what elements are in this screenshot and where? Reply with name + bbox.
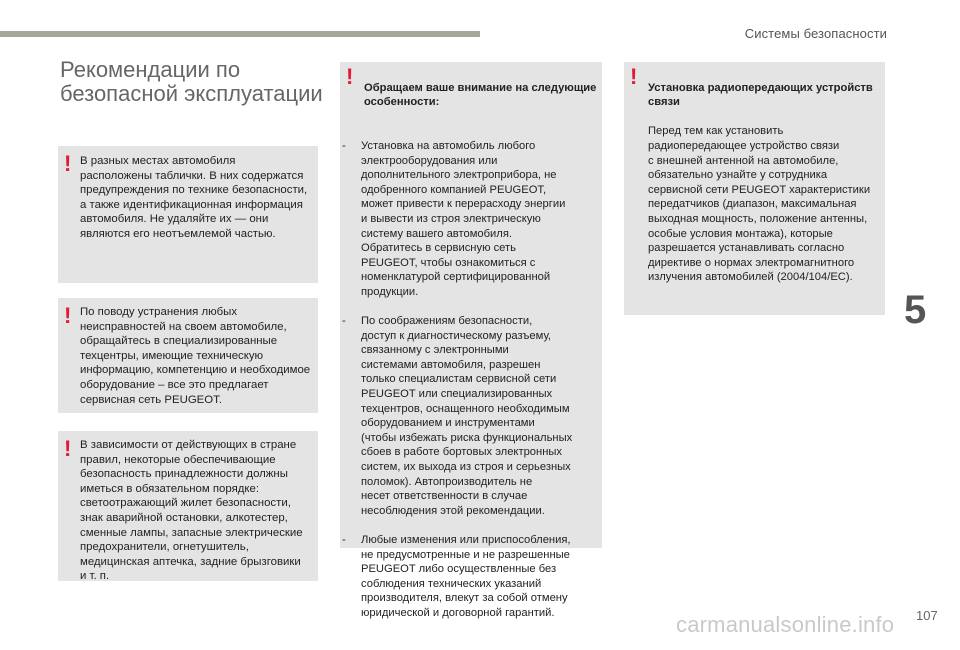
warning-exclamation-icon: ! <box>346 64 354 89</box>
radio-heading: Установка радиопередающих устройств связи <box>648 81 873 109</box>
warning-text-accessories: В зависимости от действующих в стране правил, некоторые обеспечивающие безопасность принадлежности должны иметься в обязательном порядке: светоотражающий жилет безопасности, знак аварийной остановки, алкотестер, сменные лампы, запасные электрические предохранители, огнетушитель, медицинская аптечка, задние брызговики и т. п. <box>80 439 303 583</box>
list-item: - Установка на автомобиль любого электрооборудования или дополнительного электроприбора, не одобренного компанией PEUGEOT, может привести к перерасходу энергии и вывести из строя электрическую систему вашего автомобиля. Обратитесь в сервисную сеть PEUGEOT, чтобы ознакомиться с номенклатурой сертифицированной продукции. <box>342 139 600 300</box>
warning-box-labels <box>58 146 318 283</box>
list-item: - По соображениям безопасности, доступ к диагностическому разъему, связанному с электронными системами автомобиля, разрешен только специалистам сервисной сети PEUGEOT или специализированных техцентров, оснащенного необходимым оборудованием и инструментами (чтобы избежать риска функциональных сбоев в работе бортовых электронных систем, их выхода из строя и серьезных поломок). Автопроизводитель не несет ответственности в случае несоблюдения этой рекомендации. <box>342 314 600 518</box>
warning-box-radio <box>624 62 885 315</box>
list-item: - Любые изменения или приспособления, не предусмотренные и не разрешенные PEUGEOT либо осуществленные без соблюдения технических указаний производителя, влекут за собой отмену юридической и договорной гарантий. <box>342 533 600 621</box>
warning-exclamation-icon: ! <box>630 64 638 89</box>
warning-box-repairs <box>58 298 318 413</box>
page-title: Рекомендации по безопасной эксплуатации <box>60 57 323 106</box>
chapter-number: 5 <box>904 288 927 332</box>
section-title: Системы безопасности <box>744 26 887 41</box>
warning-text-repairs: По поводу устранения любых неисправностей на своем автомобиле, обращайтесь в специализированные техцентры, имеющие техническую информацию, компетенцию и необходимое оборудование – все это предлагает сервисная сеть PEUGEOT. <box>80 306 311 406</box>
warning-text-labels: В разных местах автомобиля расположены таблички. В них содержатся предупреждения по технике безопасности, а также идентификационная информация автомобиля. Не удаляйте их — они являются его неотъемлемой частью. <box>80 155 308 240</box>
page-number: 107 <box>916 608 938 623</box>
radio-body: Перед тем как установить радиопередающее устройство связи с внешней антенной на автомобиле, обязательно узнайте у сотрудника сервисной сети PEUGEOT характеристики передатчиков (диапазон, максимальная выходная мощность, положение антенны, особые условия монтажа), которые разрешается устанавливать согласно директиве о нормах электромагнитного излучения автомобилей (2004/104/EC). <box>648 125 871 284</box>
warning-exclamation-icon: ! <box>64 436 72 461</box>
watermark: carmanualsonline.info <box>676 612 895 637</box>
radio-content <box>648 66 884 300</box>
warning-box-electrical <box>340 62 602 619</box>
warning-exclamation-icon: ! <box>64 303 72 328</box>
electrical-list <box>342 124 600 635</box>
warning-box-accessories <box>58 431 318 581</box>
warning-exclamation-icon: ! <box>64 151 72 176</box>
header-rule <box>0 31 480 37</box>
electrical-content <box>361 66 600 650</box>
electrical-heading: Обращаем ваше внимание на следующие особенности: <box>364 81 597 109</box>
